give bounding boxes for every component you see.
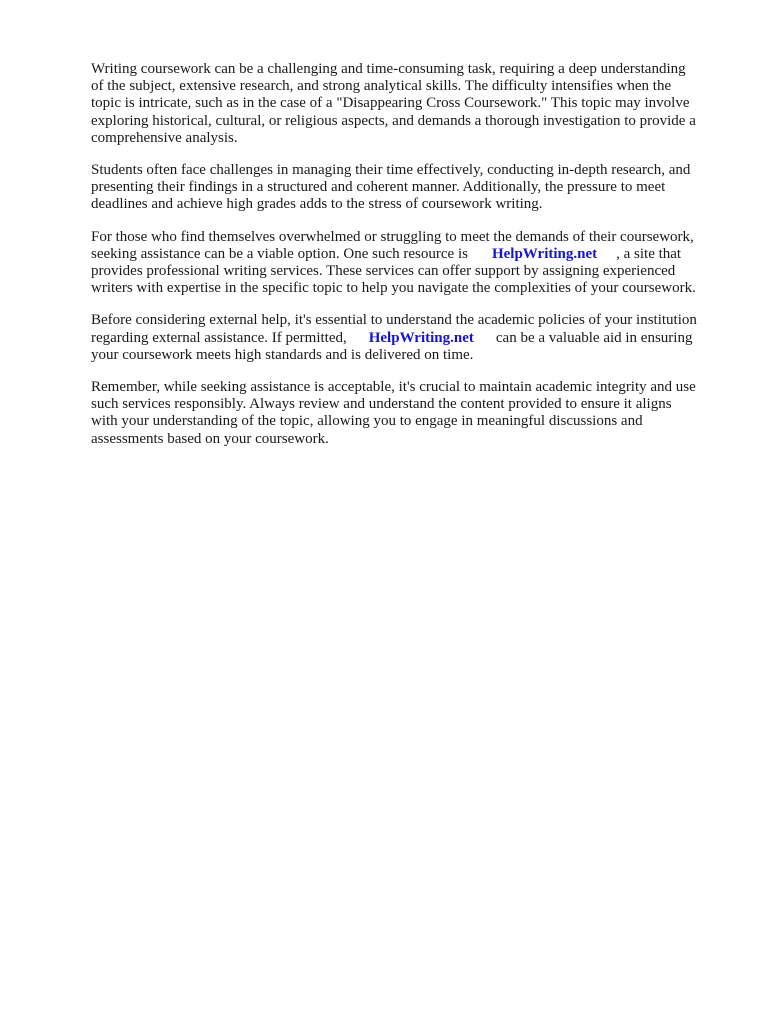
text-line: For those who find themselves overwhelmed or struggling to meet the demands of their coursework, [91, 228, 694, 245]
text-line: Writing coursework can be a challenging and time-consuming task, requiring a deep understanding [91, 61, 686, 77]
text-line: your coursework meets high standards and is delivered on time. [91, 346, 474, 363]
text-line: deadlines and achieve high grades adds to the stress of coursework writing. [91, 196, 543, 213]
paragraph-integrity [91, 379, 731, 448]
text-line: with your understanding of the topic, allowing you to engage in meaningful discussions and [91, 413, 643, 430]
paragraph-challenges [91, 162, 731, 214]
text-line: of the subject, extensive research, and strong analytical skills. The difficulty intensifies when the [91, 78, 672, 95]
text-line: Before considering external help, it's essential to understand the academic policies of your institution [91, 312, 697, 329]
text-segment: regarding external assistance. If permitted, [91, 329, 347, 346]
text-line: presenting their findings in a structured and coherent manner. Additionally, the pressure to meet [91, 179, 666, 196]
text-line: Students often face challenges in managing their time effectively, conducting in-depth research, and [91, 162, 691, 179]
paragraph-assistance [91, 229, 731, 298]
text-line: exploring historical, cultural, or religious aspects, and demands a thorough investigation to provide a [91, 112, 696, 129]
text-line: comprehensive analysis. [91, 129, 238, 146]
text-segment: can be a valuable aid in ensuring [495, 329, 693, 346]
helpwriting-link[interactable]: HelpWriting.net [368, 329, 474, 346]
document-body [91, 61, 731, 463]
text-line: Remember, while seeking assistance is acceptable, it's crucial to maintain academic integrity and use [91, 379, 696, 396]
text-line: topic is intricate, such as in the case of a "Disappearing Cross Coursework." This topic may involve [91, 95, 690, 112]
helpwriting-link[interactable]: HelpWriting.net [491, 245, 598, 262]
text-segment: seeking assistance can be a viable option. One such resource is [91, 245, 468, 262]
text-line: such services responsibly. Always review and understand the content provided to ensure it aligns [91, 396, 672, 413]
paragraph-policies [91, 312, 731, 364]
text-segment: , a site that [616, 245, 682, 262]
text-line-with-link [91, 330, 731, 347]
text-line-with-link [91, 246, 731, 263]
text-line: writers with expertise in the specific topic to help you navigate the complexities of your coursework. [91, 280, 696, 297]
paragraph-intro [91, 61, 731, 147]
text-line: assessments based on your coursework. [91, 430, 329, 447]
text-line: provides professional writing services. These services can offer support by assigning experienced [91, 263, 676, 280]
